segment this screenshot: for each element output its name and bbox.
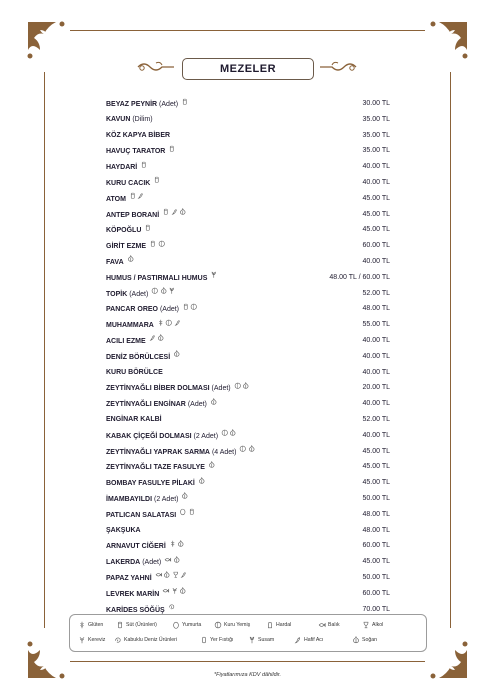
kuruyemis-icon	[234, 382, 242, 390]
allergen-icon-slot	[163, 570, 171, 586]
sogan-icon	[179, 208, 187, 216]
legend-item-balik	[318, 620, 340, 630]
legend-label: Yer Fıstığı	[210, 637, 234, 643]
allergen-icon-slot	[155, 570, 163, 586]
sogan-icon	[160, 287, 168, 295]
menu-item	[106, 412, 390, 428]
menu-item-name-group	[106, 365, 163, 381]
kuruyemis-icon	[214, 621, 222, 629]
menu-item-price: 70.00 TL	[362, 605, 390, 613]
menu-item-name: ANTEP BORANİ	[106, 211, 160, 219]
menu-item-name-group	[106, 554, 180, 571]
menu-item-name: ARNAVUT CİĞERİ	[106, 543, 166, 551]
kuruyemis-icon	[151, 287, 159, 295]
allergen-icon-slot	[149, 238, 157, 254]
menu-item-name: KURU CACIK	[106, 179, 151, 187]
sogan-icon	[179, 587, 187, 595]
allergen-icon-slot	[248, 444, 256, 460]
menu-item-price: 55.00 TL	[362, 321, 390, 329]
menu-item-name-group	[106, 380, 250, 397]
menu-item-price: 48.00 TL	[362, 526, 390, 534]
menu-item-price: 40.00 TL	[362, 178, 390, 186]
menu-item	[106, 570, 390, 586]
kabuklu-icon	[114, 636, 122, 644]
legend-label: Hardal	[276, 622, 292, 628]
legend-label: Yumurta	[182, 622, 202, 628]
menu-item-price: 45.00 TL	[362, 226, 390, 234]
alkol-icon	[362, 621, 370, 629]
menu-item-name: KÖZ KAPYA BİBER	[106, 131, 171, 139]
allergen-icon-slot	[162, 586, 170, 602]
menu-item-name: ŞAKŞUKA	[106, 526, 141, 534]
allergen-icon-slot	[172, 570, 180, 586]
allergen-icon-slot	[181, 491, 189, 507]
menu-item-price: 48.00 TL / 60.00 TL	[329, 273, 390, 281]
allergen-icon-slot	[162, 207, 170, 223]
menu-item	[106, 475, 390, 491]
menu-item-price: 35.00 TL	[362, 115, 390, 123]
menu-item-price: 40.00 TL	[362, 352, 390, 360]
aci-icon	[180, 571, 188, 579]
sogan-icon	[208, 461, 216, 469]
menu-item-price: 52.00 TL	[362, 415, 390, 423]
menu-item	[106, 507, 390, 523]
allergen-icon-slot	[179, 507, 187, 523]
kuruyemis-icon	[165, 319, 173, 327]
aci-icon	[137, 192, 145, 200]
frame-top-line	[70, 30, 425, 31]
allergen-icon-slot	[180, 570, 188, 586]
legend-label: Soğan	[362, 637, 378, 643]
legend-item-susam	[248, 635, 274, 645]
menu-item-name-group	[106, 586, 187, 603]
sogan-icon	[163, 571, 171, 579]
menu-item	[106, 523, 390, 539]
frame-right-line	[450, 72, 451, 628]
section-header	[0, 54, 495, 84]
allergen-icon-slot	[179, 207, 187, 223]
allergen-icon-slot	[239, 444, 247, 460]
sogan-icon	[198, 477, 206, 485]
menu-item-name: KARİDES SÖĞÜŞ	[106, 606, 165, 614]
title-ornament-left	[136, 59, 176, 75]
menu-item-name: PANCAR OREO	[106, 306, 158, 314]
allergen-icon-slot	[149, 333, 157, 349]
menu-item-note: (Adet)	[159, 306, 179, 314]
sut-icon	[181, 98, 189, 106]
menu-item-name: ZEYTİNYAĞLI ENGİNAR	[106, 400, 186, 408]
menu-item-note: (Dilim)	[132, 115, 153, 123]
menu-item-note: (Adet)	[142, 558, 162, 566]
balik-icon	[155, 571, 163, 579]
menu-item-note: (2 Adet)	[193, 432, 219, 440]
menu-item-name-group	[106, 349, 181, 366]
allergen-icon-slot	[234, 380, 242, 396]
menu-item	[106, 286, 390, 302]
sogan-icon	[210, 398, 218, 406]
allergen-icon-slot	[171, 586, 179, 602]
menu-list	[106, 96, 390, 617]
sogan-icon	[173, 350, 181, 358]
menu-item-price: 60.00 TL	[362, 242, 390, 250]
menu-item	[106, 222, 390, 238]
allergen-icon-slot	[210, 270, 218, 286]
menu-item	[106, 459, 390, 475]
menu-item	[106, 238, 390, 254]
legend-item-sogan	[352, 635, 377, 645]
menu-item-price: 45.00 TL	[362, 463, 390, 471]
menu-item-name: PAPAZ YAHNİ	[106, 574, 152, 582]
legend-item-yumurta	[172, 620, 201, 630]
legend-label: Kereviz	[88, 637, 106, 643]
sogan-icon	[229, 429, 237, 437]
allergen-icon-slot	[210, 396, 218, 412]
menu-item-price: 40.00 TL	[362, 368, 390, 376]
menu-item	[106, 175, 390, 191]
legend-label: Hafif Acı	[304, 637, 324, 643]
menu-item	[106, 538, 390, 554]
menu-item-price: 40.00 TL	[362, 336, 390, 344]
allergen-icon-slot	[169, 538, 177, 554]
sut-icon	[129, 192, 137, 200]
sut-icon	[116, 621, 124, 629]
menu-item	[106, 128, 390, 144]
menu-item-name: TOPİK	[106, 290, 128, 298]
menu-item	[106, 159, 390, 175]
legend-label: Glüten	[88, 622, 104, 628]
menu-item-price: 48.00 TL	[362, 510, 390, 518]
legend-label: Balık	[328, 622, 340, 628]
menu-item-note: (4 Adet)	[211, 448, 237, 456]
legend-label: Alkol	[372, 622, 384, 628]
allergen-icon-slot	[158, 238, 166, 254]
kereviz-icon	[171, 587, 179, 595]
legend-label: Susam	[258, 637, 275, 643]
menu-item-name: DENİZ BÖRÜLCESİ	[106, 353, 171, 361]
allergen-icon-slot	[182, 301, 190, 317]
legend-item-kereviz	[78, 635, 105, 645]
allergen-icon-slot	[190, 301, 198, 317]
menu-item-name: KÖPOĞLU	[106, 227, 142, 235]
menu-item	[106, 254, 390, 270]
allergen-icon-slot	[144, 222, 152, 238]
menu-item	[106, 349, 390, 365]
menu-item-price: 40.00 TL	[362, 431, 390, 439]
menu-item-name-group	[106, 412, 162, 428]
allergen-icon-slot	[140, 159, 148, 175]
menu-item	[106, 270, 390, 286]
legend-item-gluten	[78, 620, 103, 630]
menu-item-price: 52.00 TL	[362, 289, 390, 297]
allergen-icon-slot	[153, 175, 161, 191]
legend-label: Süt (Ürünleri)	[126, 622, 157, 628]
menu-item-name: MUHAMMARA	[106, 321, 154, 329]
sut-icon	[153, 176, 161, 184]
sut-icon	[144, 224, 152, 232]
legend-label: Kabuklu Deniz Ürünleri	[124, 637, 178, 643]
menu-item	[106, 333, 390, 349]
menu-item-name-group	[106, 459, 215, 476]
alkol-icon	[172, 571, 180, 579]
menu-item-name: HAYDARİ	[106, 163, 138, 171]
menu-item-name-group	[106, 238, 165, 255]
kuruyemis-icon	[158, 240, 166, 248]
sut-icon	[149, 240, 157, 248]
menu-item	[106, 586, 390, 602]
sogan-icon	[127, 255, 135, 263]
allergen-icon-slot	[174, 317, 182, 333]
allergen-icon-slot	[198, 475, 206, 491]
menu-item-name-group	[106, 428, 237, 445]
menu-item	[106, 444, 390, 460]
menu-item-name: FAVA	[106, 258, 124, 266]
menu-item-price: 40.00 TL	[362, 400, 390, 408]
allergen-icon-slot	[171, 207, 179, 223]
balik-icon	[164, 556, 172, 564]
menu-item-note: (Adet)	[211, 385, 231, 393]
allergen-icon-slot	[173, 349, 181, 365]
allergen-icon-slot	[229, 428, 237, 444]
menu-item-price: 60.00 TL	[362, 542, 390, 550]
menu-item-name: GİRİT EZME	[106, 242, 147, 250]
menu-item-name: ATOM	[106, 195, 126, 203]
allergen-icon-slot	[208, 459, 216, 475]
menu-item-name-group	[106, 128, 170, 144]
menu-item-name-group	[106, 143, 176, 160]
menu-item-name-group	[106, 270, 218, 287]
title-ornament-right	[318, 59, 358, 75]
menu-item-name: LAKERDA	[106, 558, 141, 566]
menu-item	[106, 207, 390, 223]
menu-item-name-group	[106, 286, 176, 303]
aci-icon	[149, 334, 157, 342]
menu-item-name-group	[106, 112, 153, 128]
frame-bottom-line	[70, 661, 425, 662]
menu-item-name-group	[106, 538, 185, 555]
balik-icon	[162, 587, 170, 595]
sut-icon	[168, 145, 176, 153]
sogan-icon	[177, 540, 185, 548]
menu-item-name-group	[106, 444, 255, 461]
menu-item	[106, 143, 390, 159]
menu-item-name: HAVUÇ TARATOR	[106, 148, 166, 156]
legend-item-sut	[116, 620, 157, 630]
legend-item-kabuklu	[114, 635, 177, 645]
aci-icon	[174, 319, 182, 327]
sogan-icon	[242, 382, 250, 390]
legend-item-kuruyemis	[214, 620, 250, 630]
sogan-icon	[352, 636, 360, 644]
sut-icon	[162, 208, 170, 216]
legend-item-hardal	[266, 620, 291, 630]
legend-item-alkol	[362, 620, 383, 630]
menu-item-name-group	[106, 333, 165, 350]
menu-item-price: 60.00 TL	[362, 589, 390, 597]
menu-item-name: ENGİNAR KALBİ	[106, 415, 162, 423]
menu-item-name: KAVUN	[106, 115, 131, 123]
kuruyemis-icon	[239, 445, 247, 453]
allergen-icon-slot	[127, 254, 135, 270]
menu-item-name-group	[106, 301, 198, 318]
menu-item	[106, 491, 390, 507]
menu-item	[106, 317, 390, 333]
menu-item-note: (Adet)	[159, 100, 179, 108]
menu-item-name: KURU BÖRÜLCE	[106, 368, 163, 376]
yumurta-icon	[172, 621, 180, 629]
menu-item-name: PATLICAN SALATASI	[106, 511, 177, 519]
menu-item-name-group	[106, 222, 152, 239]
menu-item-name: ZEYTİNYAĞLI BİBER DOLMASI	[106, 385, 210, 393]
menu-item	[106, 365, 390, 381]
allergen-icon-slot	[168, 286, 176, 302]
menu-item-name-group	[106, 159, 148, 176]
allergen-icon-slot	[188, 507, 196, 523]
menu-item-name-group	[106, 207, 187, 224]
menu-item	[106, 554, 390, 570]
susam-icon	[168, 287, 176, 295]
menu-item-name-group	[106, 191, 145, 208]
menu-item	[106, 428, 390, 444]
menu-item-name-group	[106, 317, 181, 334]
menu-item-price: 20.00 TL	[362, 384, 390, 392]
menu-item-price: 35.00 TL	[362, 147, 390, 155]
susam-icon	[248, 636, 256, 644]
balik-icon	[318, 621, 326, 629]
menu-item-price: 35.00 TL	[362, 131, 390, 139]
menu-item-name: ZEYTİNYAĞLI TAZE FASULYE	[106, 464, 205, 472]
menu-item-price: 45.00 TL	[362, 194, 390, 202]
menu-item-price: 50.00 TL	[362, 573, 390, 581]
aci-icon	[294, 636, 302, 644]
allergen-icon-slot	[129, 191, 137, 207]
menu-item-price: 45.00 TL	[362, 479, 390, 487]
menu-item-name: ACILI EZME	[106, 337, 146, 345]
menu-item	[106, 301, 390, 317]
allergen-legend	[69, 614, 427, 652]
sut-icon	[188, 508, 196, 516]
menu-item-name-group	[106, 570, 188, 587]
aci-icon	[171, 208, 179, 216]
kuruyemis-icon	[190, 303, 198, 311]
allergen-icon-slot	[173, 554, 181, 570]
kereviz-icon	[78, 636, 86, 644]
allergen-icon-slot	[177, 538, 185, 554]
kabuklu-icon	[168, 603, 176, 611]
kuruyemis-icon	[221, 429, 229, 437]
sogan-icon	[173, 556, 181, 564]
menu-item-name-group	[106, 475, 205, 492]
allergen-icon-slot	[137, 191, 145, 207]
allergen-icon-slot	[168, 143, 176, 159]
frame-left-line	[44, 72, 45, 628]
menu-item-name-group	[106, 254, 134, 271]
menu-item-price: 48.00 TL	[362, 305, 390, 313]
allergen-icon-slot	[179, 586, 187, 602]
legend-item-aci	[294, 635, 323, 645]
menu-item-note: (Adet)	[129, 290, 149, 298]
menu-item-name: BEYAZ PEYNİR	[106, 100, 158, 108]
vat-footnote: *Fiyatlarımıza KDV dâhildir.	[213, 672, 282, 678]
allergen-icon-slot	[157, 317, 165, 333]
menu-item-note: (Adet)	[187, 400, 207, 408]
menu-item-price: 45.00 TL	[362, 210, 390, 218]
menu-item-price: 30.00 TL	[362, 100, 390, 107]
allergen-icon-slot	[181, 96, 189, 112]
menu-item-name-group	[106, 175, 161, 192]
sogan-icon	[248, 445, 256, 453]
menu-item	[106, 380, 390, 396]
legend-item-yerfistigi	[200, 635, 233, 645]
menu-item-name-group	[106, 507, 195, 524]
menu-item-price: 45.00 TL	[362, 558, 390, 566]
gluten-icon	[78, 621, 86, 629]
menu-item-price: 40.00 TL	[362, 163, 390, 171]
menu-item-note: (2 Adet)	[153, 495, 179, 503]
yerfistigi-icon	[200, 636, 208, 644]
menu-item-name: HUMUS / PASTIRMALI HUMUS	[106, 274, 208, 282]
section-title: MEZELER	[182, 58, 314, 80]
menu-item-name: İMAMBAYILDI	[106, 495, 153, 503]
menu-item-name: BOMBAY FASULYE PİLAKİ	[106, 479, 195, 487]
menu-item-price: 45.00 TL	[362, 447, 390, 455]
allergen-icon-slot	[242, 380, 250, 396]
sogan-icon	[181, 492, 189, 500]
menu-item-name-group	[106, 96, 189, 113]
yumurta-icon	[179, 508, 187, 516]
menu-item-price: 40.00 TL	[362, 257, 390, 265]
allergen-icon-slot	[151, 286, 159, 302]
sut-icon	[140, 161, 148, 169]
allergen-icon-slot	[221, 428, 229, 444]
menu-item-name-group	[106, 523, 141, 539]
menu-item	[106, 396, 390, 412]
menu-item	[106, 112, 390, 128]
menu-item-name-group	[106, 396, 217, 413]
allergen-icon-slot	[157, 333, 165, 349]
allergen-icon-slot	[160, 286, 168, 302]
menu-item-name: LEVREK MARİN	[106, 590, 160, 598]
allergen-icon-slot	[165, 317, 173, 333]
hardal-icon	[266, 621, 274, 629]
gluten-icon	[157, 319, 165, 327]
susam-icon	[210, 271, 218, 279]
menu-item-name-group	[106, 491, 189, 508]
sogan-icon	[157, 334, 165, 342]
menu-item-name: ZEYTİNYAĞLI YAPRAK SARMA	[106, 448, 210, 456]
sut-icon	[182, 303, 190, 311]
allergen-icon-slot	[164, 554, 172, 570]
menu-item-name: KABAK ÇİÇEĞİ DOLMASI	[106, 432, 192, 440]
menu-item	[106, 96, 390, 112]
menu-item-price: 50.00 TL	[362, 494, 390, 502]
gluten-icon	[169, 540, 177, 548]
legend-label: Kuru Yemiş	[224, 622, 251, 628]
menu-item	[106, 191, 390, 207]
